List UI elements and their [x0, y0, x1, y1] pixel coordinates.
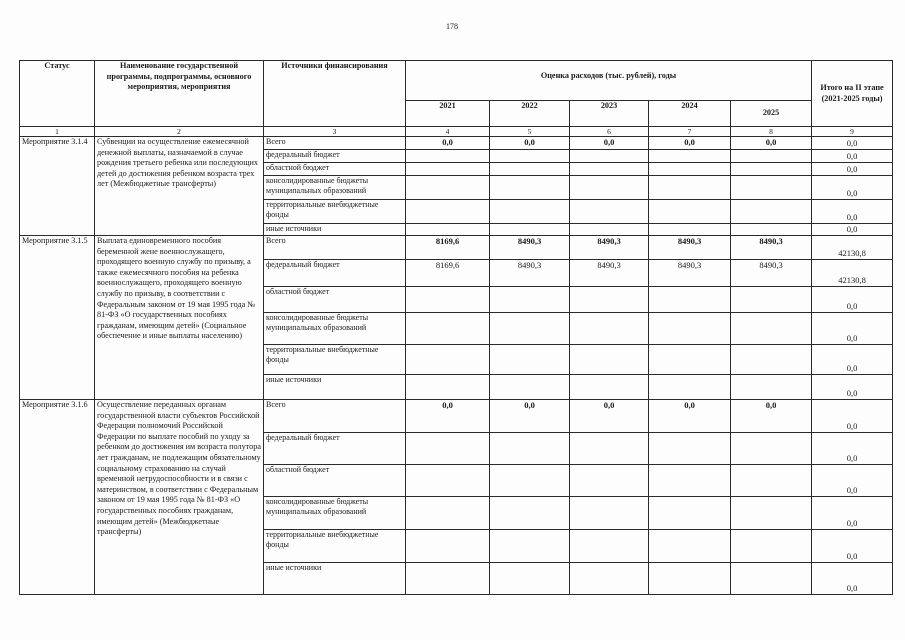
event-name: Субвенции на осуществление ежемесячной денежной выплаты, назначаемой в случае рождения третьего ребенка или последующих детей до достижения ребенком возраста трех лет (Межбюджетные трансферты) — [95, 137, 264, 236]
amount-cell: 0,0 — [570, 400, 649, 433]
amount-cell — [649, 200, 731, 224]
amount-cell — [490, 313, 570, 345]
amount-cell — [649, 433, 731, 465]
column-number: 3 — [264, 127, 406, 137]
header-year: 2021 — [406, 101, 490, 127]
amount-cell — [490, 176, 570, 200]
amount-cell — [731, 163, 812, 176]
header-year: 2022 — [490, 101, 570, 127]
amount-cell: 8490,3 — [649, 260, 731, 287]
total-cell: 0,0 — [812, 163, 893, 176]
amount-cell — [570, 433, 649, 465]
amount-cell — [570, 287, 649, 313]
amount-cell — [649, 287, 731, 313]
event-name: Выплата единовременного пособия беременной жене военнослужащего, проходящего военную службу по призыву, а также ежемесячного пособия на ребенка военнослужащего, проходящего военную службу по призыву, в соответствии с Федеральным законом от 19 мая 1995 года № 81-ФЗ «О государственных пособиях гражданам, имеющим детей» (Социальное обеспечение и иные выплаты населению) — [95, 236, 264, 400]
funding-source: иные источники — [264, 563, 406, 595]
amount-cell — [406, 150, 490, 163]
amount-cell: 8490,3 — [649, 236, 731, 260]
amount-cell — [731, 433, 812, 465]
amount-cell — [731, 375, 812, 400]
amount-cell — [731, 465, 812, 497]
header-status: Статус — [20, 61, 95, 127]
amount-cell — [570, 563, 649, 595]
amount-cell — [649, 345, 731, 375]
amount-cell — [731, 345, 812, 375]
amount-cell — [490, 433, 570, 465]
amount-cell — [649, 176, 731, 200]
amount-cell: 0,0 — [731, 400, 812, 433]
amount-cell — [490, 563, 570, 595]
amount-cell: 0,0 — [570, 137, 649, 150]
header-name: Наименование государственной программы, подпрограммы, основного мероприятия, мероприятия — [95, 61, 264, 127]
amount-cell — [570, 176, 649, 200]
header-estimate: Оценка расходов (тыс. рублей), годы — [406, 61, 812, 101]
event-name: Осуществление переданных органам государственной власти субъектов Российской Федерации полномочий Российской Федерации по выплате пособий по уходу за ребенком до достижения им возраста полутора лет гражданам, не подлежащим обязательному социальному страхованию на случай временной нетрудоспособности и в связи с материнством, в соответствии с Федеральным законом от 19 мая 1995 года № 81-ФЗ «О государственных пособиях гражданам, имеющим детей» (Межбюджетные трансферты) — [95, 400, 264, 595]
amount-cell: 0,0 — [406, 400, 490, 433]
amount-cell: 0,0 — [406, 137, 490, 150]
amount-cell — [490, 345, 570, 375]
column-number: 9 — [812, 127, 893, 137]
amount-cell — [406, 530, 490, 563]
amount-cell: 8490,3 — [731, 260, 812, 287]
amount-cell — [490, 150, 570, 163]
amount-cell: 0,0 — [731, 137, 812, 150]
column-number: 5 — [490, 127, 570, 137]
total-cell: 42130,8 — [812, 236, 893, 260]
amount-cell — [570, 150, 649, 163]
funding-source: областной бюджет — [264, 465, 406, 497]
funding-source: территориальные внебюджетные фонды — [264, 345, 406, 375]
column-number: 8 — [731, 127, 812, 137]
amount-cell — [649, 375, 731, 400]
total-cell: 42130,8 — [812, 260, 893, 287]
amount-cell — [731, 224, 812, 236]
amount-cell — [570, 345, 649, 375]
funding-source: федеральный бюджет — [264, 150, 406, 163]
amount-cell — [406, 163, 490, 176]
table-row — [20, 236, 893, 260]
amount-cell — [570, 375, 649, 400]
amount-cell: 8490,3 — [570, 236, 649, 260]
amount-cell — [649, 530, 731, 563]
funding-source: территориальные внебюджетные фонды — [264, 200, 406, 224]
total-cell: 0,0 — [812, 563, 893, 595]
amount-cell — [490, 497, 570, 530]
amount-cell — [731, 313, 812, 345]
funding-source: Всего — [264, 137, 406, 150]
total-cell: 0,0 — [812, 400, 893, 433]
total-cell: 0,0 — [812, 287, 893, 313]
column-number: 4 — [406, 127, 490, 137]
funding-source: федеральный бюджет — [264, 433, 406, 465]
funding-source: иные источники — [264, 375, 406, 400]
total-cell: 0,0 — [812, 176, 893, 200]
funding-source: областной бюджет — [264, 163, 406, 176]
budget-table — [19, 60, 893, 595]
funding-source: областной бюджет — [264, 287, 406, 313]
header-year: 2024 — [649, 101, 731, 127]
amount-cell — [406, 497, 490, 530]
event-status: Мероприятие 3.1.4 — [20, 137, 95, 236]
amount-cell — [731, 497, 812, 530]
funding-source: консолидированные бюджеты муниципальных образований — [264, 313, 406, 345]
amount-cell — [731, 530, 812, 563]
amount-cell — [570, 497, 649, 530]
total-cell: 0,0 — [812, 150, 893, 163]
total-cell: 0,0 — [812, 200, 893, 224]
amount-cell — [406, 433, 490, 465]
table-body — [20, 137, 893, 595]
amount-cell — [570, 530, 649, 563]
funding-source: иные источники — [264, 224, 406, 236]
table-row — [20, 400, 893, 433]
amount-cell: 0,0 — [490, 400, 570, 433]
amount-cell — [649, 465, 731, 497]
amount-cell — [649, 313, 731, 345]
amount-cell — [406, 345, 490, 375]
column-number: 1 — [20, 127, 95, 137]
amount-cell: 0,0 — [649, 137, 731, 150]
total-cell: 0,0 — [812, 345, 893, 375]
page-number: 178 — [446, 22, 458, 31]
column-number: 2 — [95, 127, 264, 137]
amount-cell — [570, 313, 649, 345]
amount-cell — [406, 375, 490, 400]
funding-source: Всего — [264, 400, 406, 433]
amount-cell — [570, 224, 649, 236]
amount-cell — [649, 163, 731, 176]
amount-cell — [731, 563, 812, 595]
amount-cell — [570, 163, 649, 176]
amount-cell: 8169,6 — [406, 260, 490, 287]
amount-cell — [731, 176, 812, 200]
funding-source: Всего — [264, 236, 406, 260]
amount-cell — [406, 224, 490, 236]
amount-cell — [490, 224, 570, 236]
header-year: 2025 — [731, 101, 812, 127]
event-status: Мероприятие 3.1.6 — [20, 400, 95, 595]
table-row — [20, 137, 893, 150]
header-year: 2023 — [570, 101, 649, 127]
amount-cell: 8490,3 — [731, 236, 812, 260]
amount-cell — [406, 200, 490, 224]
amount-cell: 0,0 — [649, 400, 731, 433]
total-cell: 0,0 — [812, 224, 893, 236]
total-cell: 0,0 — [812, 375, 893, 400]
total-cell: 0,0 — [812, 137, 893, 150]
amount-cell — [406, 176, 490, 200]
amount-cell — [570, 200, 649, 224]
amount-cell — [490, 287, 570, 313]
total-cell: 0,0 — [812, 433, 893, 465]
amount-cell — [490, 163, 570, 176]
funding-source: консолидированные бюджеты муниципальных образований — [264, 176, 406, 200]
amount-cell — [649, 150, 731, 163]
event-status: Мероприятие 3.1.5 — [20, 236, 95, 400]
amount-cell — [649, 497, 731, 530]
amount-cell: 8490,3 — [490, 236, 570, 260]
amount-cell — [490, 465, 570, 497]
funding-source: территориальные внебюджетные фонды — [264, 530, 406, 563]
funding-source: консолидированные бюджеты муниципальных образований — [264, 497, 406, 530]
total-cell: 0,0 — [812, 313, 893, 345]
amount-cell — [490, 530, 570, 563]
amount-cell — [490, 200, 570, 224]
amount-cell: 0,0 — [490, 137, 570, 150]
funding-source: федеральный бюджет — [264, 260, 406, 287]
amount-cell — [649, 563, 731, 595]
header-sources: Источники финансирования — [264, 61, 406, 127]
column-number: 6 — [570, 127, 649, 137]
amount-cell — [406, 465, 490, 497]
total-cell: 0,0 — [812, 497, 893, 530]
amount-cell: 8490,3 — [490, 260, 570, 287]
amount-cell: 8490,3 — [570, 260, 649, 287]
amount-cell: 8169,6 — [406, 236, 490, 260]
amount-cell — [406, 563, 490, 595]
amount-cell — [649, 224, 731, 236]
column-number: 7 — [649, 127, 731, 137]
amount-cell — [490, 375, 570, 400]
amount-cell — [731, 287, 812, 313]
amount-cell — [570, 465, 649, 497]
amount-cell — [406, 287, 490, 313]
amount-cell — [406, 313, 490, 345]
amount-cell — [731, 150, 812, 163]
total-cell: 0,0 — [812, 530, 893, 563]
total-cell: 0,0 — [812, 465, 893, 497]
amount-cell — [731, 200, 812, 224]
header-total: Итого на II этапе (2021-2025 годы) — [812, 61, 893, 127]
